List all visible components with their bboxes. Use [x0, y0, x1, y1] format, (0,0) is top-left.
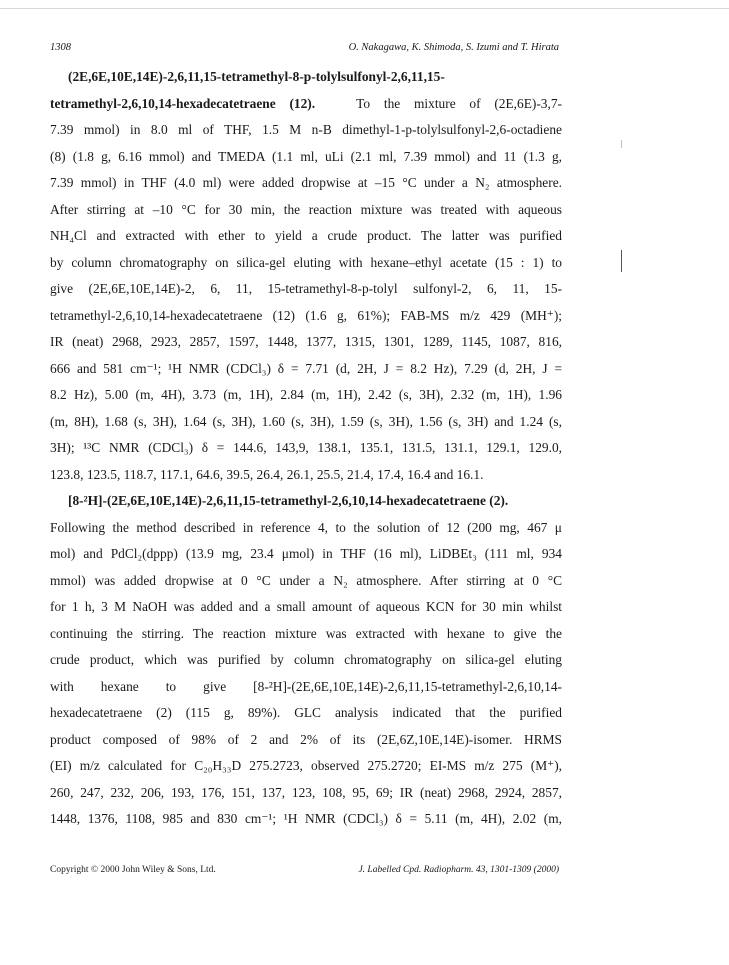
compound-12-title: (2E,6E,10E,14E)-2,6,11,15-tetramethyl-8-p-tolylsulfonyl-2,6,11,15-: [68, 69, 445, 84]
margin-mark: [621, 250, 622, 272]
article-body: [50, 64, 562, 833]
copyright-notice: Copyright © 2000 John Wiley & Sons, Ltd.: [50, 865, 216, 875]
top-rule: [0, 8, 729, 9]
running-authors: O. Nakagawa, K. Shimoda, S. Izumi and T. Hirata: [348, 42, 559, 53]
text-line: [50, 91, 562, 118]
text-line: 7.39 mmol) in THF (4.0 ml) were added dropwise at –15 °C under a N₂ atmosphere.: [50, 175, 562, 190]
text-line: mol) and PdCl₂(dppp) (13.9 mg, 23.4 μmol) in THF (16 ml), LiDBEt₃ (111 ml, 934: [50, 546, 562, 561]
text-line: 8.2 Hz), 5.00 (m, 4H), 3.73 (m, 1H), 2.84 (m, 1H), 2.42 (s, 3H), 2.32 (m, 1H), 1.96: [50, 387, 562, 402]
text-line: continuing the stirring. The reaction mixture was extracted with hexane to give the: [50, 625, 562, 641]
text-line: 123.8, 123.5, 118.7, 117.1, 64.6, 39.5, 26.4, 26.1, 25.5, 21.4, 17.4, 16.4 and 16.1.: [50, 466, 484, 482]
text-line: tetramethyl-2,6,10,14-hexadecatetraene (12) (1.6 g, 61%); FAB-MS m/z 429 (MH⁺);: [50, 307, 562, 323]
compound-2-heading: [50, 488, 562, 515]
text-line: crude product, which was purified by column chromatography on silica-gel eluting: [50, 652, 562, 667]
text-line: by column chromatography on silica-gel eluting with hexane–ethyl acetate (15 : 1) to: [50, 254, 562, 270]
compound-2-title: [8-²H]-(2E,6E,10E,14E)-2,6,11,15-tetramethyl-2,6,10,14-hexadecatetraene (2).: [68, 493, 509, 508]
text-line: NH₄Cl and extracted with ether to yield a crude product. The latter was purified: [50, 228, 562, 243]
text-line: 3H); ¹³C NMR (CDCl₃) δ = 144.6, 143,9, 138.1, 135.1, 131.5, 131.1, 129.1, 129.0,: [50, 440, 562, 455]
text-line: IR (neat) 2968, 2923, 2857, 1597, 1448, 1377, 1315, 1301, 1289, 1145, 1087, 816,: [50, 334, 562, 349]
text-line: with hexane to give [8-²H]-(2E,6E,10E,14E)-2,6,11,15-tetramethyl-2,6,10,14-: [50, 678, 562, 694]
text-line: (8) (1.8 g, 6.16 mmol) and TMEDA (1.1 ml, uLi (2.1 ml, 7.39 mmol) and 11 (1.3 g,: [50, 148, 562, 164]
page-number: 1308: [50, 42, 71, 53]
text-line: mmol) was added dropwise at 0 °C under a N₂ atmosphere. After stirring at 0 °C: [50, 572, 562, 588]
text-line: After stirring at –10 °C for 30 min, the reaction mixture was treated with aqueous: [50, 201, 562, 217]
text-line: (m, 8H), 1.68 (s, 3H), 1.64 (s, 3H), 1.60 (s, 3H), 1.59 (s, 3H), 1.56 (s, 3H) and 1.24 (s,: [50, 413, 562, 429]
text-line: product composed of 98% of 2 and 2% of its (2E,6Z,10E,14E)-isomer. HRMS: [50, 731, 562, 747]
compound-12-heading: [50, 64, 562, 91]
text-line: for 1 h, 3 M NaOH was added and a small amount of aqueous KCN for 30 min whilst: [50, 599, 562, 614]
text-line: 260, 247, 232, 206, 193, 176, 151, 137, 123, 108, 95, 69; IR (neat) 2968, 2924, 2857,: [50, 784, 562, 800]
text-line: Following the method described in reference 4, to the solution of 12 (200 mg, 467 μ: [50, 519, 562, 535]
text-fragment: To the mixture of (2E,6E)-3,7-: [315, 95, 562, 111]
text-line: 666 and 581 cm⁻¹; ¹H NMR (CDCl₃) δ = 7.71 (d, 2H, J = 8.2 Hz), 7.29 (d, 2H, J =: [50, 360, 562, 376]
compound-12-title-end: tetramethyl-2,6,10,14-hexadecatetraene (12).: [50, 95, 316, 111]
margin-mark-small: [621, 140, 622, 148]
text-line: hexadecatetraene (2) (115 g, 89%). GLC analysis indicated that the purified: [50, 705, 562, 720]
text-line: 1448, 1376, 1108, 985 and 830 cm⁻¹; ¹H NMR (CDCl₃) δ = 5.11 (m, 4H), 2.02 (m,: [50, 811, 562, 826]
text-line: 7.39 mmol) in 8.0 ml of THF, 1.5 M n-B dimethyl-1-p-tolylsulfonyl-2,6-octadiene: [50, 122, 562, 137]
text-line: give (2E,6E,10E,14E)-2, 6, 11, 15-tetramethyl-8-p-tolyl sulfonyl-2, 6, 11, 15-: [50, 281, 562, 296]
journal-citation: J. Labelled Cpd. Radiopharm. 43, 1301-1309 (2000): [358, 865, 559, 875]
text-line: (EI) m/z calculated for C₂₀H₃₃D 275.2723, observed 275.2720; EI-MS m/z 275 (M⁺),: [50, 758, 562, 773]
